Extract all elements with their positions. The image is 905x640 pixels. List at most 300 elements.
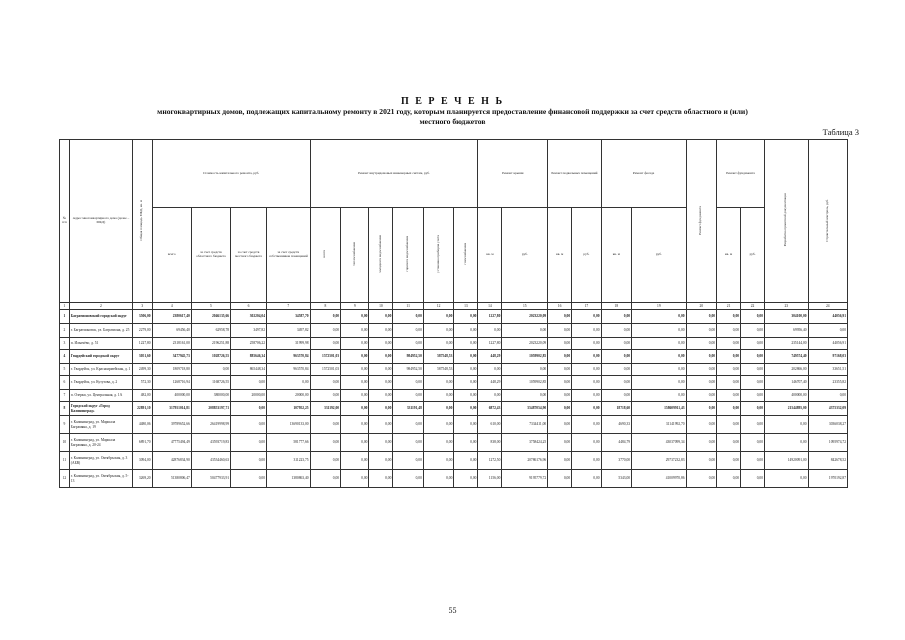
value-cell: 0,00	[741, 310, 765, 324]
header-roof-group: Ремонт крыши	[478, 140, 548, 208]
value-cell: 0,00	[454, 470, 478, 488]
value-cell: 18718,60	[601, 402, 632, 416]
value-cell: 1028726,55	[191, 350, 230, 364]
value-cell: 581777,66	[267, 434, 311, 452]
value-cell: 0,00	[423, 338, 454, 350]
value-cell: 0,00	[808, 324, 847, 338]
value-cell: 0,00	[686, 452, 717, 470]
value-cell: 0,00	[341, 452, 369, 470]
value-cell: 0,00	[369, 416, 393, 434]
column-index-cell: 24	[808, 303, 847, 310]
value-cell: 0,00	[717, 350, 741, 364]
header-basement-sqm: кв. м	[548, 208, 572, 303]
value-cell: 0,00	[601, 390, 632, 402]
value-cell: 0,00	[369, 402, 393, 416]
value-cell: 6891,70	[133, 434, 153, 452]
value-cell: 0,00	[686, 324, 717, 338]
value-cell: 0,00	[717, 452, 741, 470]
header-control: Строительный контроль, руб.	[808, 140, 847, 303]
value-cell: 0,00	[741, 452, 765, 470]
value-cell: 39789652,66	[152, 416, 191, 434]
value-cell: 0,00	[686, 310, 717, 324]
header-cost-total: всего	[152, 208, 191, 303]
value-cell: 610,00	[478, 416, 502, 434]
value-cell: 380000,00	[191, 390, 230, 402]
value-cell: 44056,91	[808, 310, 847, 324]
address-cell: Гвардейский городской округ	[69, 350, 132, 364]
row-number-cell: 7	[60, 390, 70, 402]
address-cell: г. Гвардейск, ул. Кутузова, д. 2	[69, 376, 132, 390]
value-cell: 0,00	[341, 350, 369, 364]
value-cell: 0,00	[454, 434, 478, 452]
value-cell: 0,00	[310, 452, 341, 470]
value-cell: 0,00	[231, 376, 267, 390]
header-eng-total: всего	[310, 208, 341, 303]
value-cell: 0,00	[423, 390, 454, 402]
value-cell: 33651,51	[808, 364, 847, 376]
value-cell: 0,00	[478, 364, 502, 376]
value-cell: 43593719,83	[191, 434, 230, 452]
value-cell: 0,00	[741, 416, 765, 434]
value-cell: 0,00	[572, 324, 601, 338]
column-index-cell: 23	[765, 303, 809, 310]
value-cell: 21544895,00	[765, 402, 809, 416]
value-cell: 0,00	[341, 470, 369, 488]
row-number-cell: 8	[60, 402, 70, 416]
value-cell: 0,00	[423, 452, 454, 470]
value-cell: 0,00	[548, 338, 572, 350]
value-cell: 0,00	[548, 390, 572, 402]
value-cell: 2318161,00	[152, 338, 191, 350]
value-cell: 0,00	[369, 338, 393, 350]
value-cell: 0,00	[741, 350, 765, 364]
column-index-cell: 9	[341, 303, 369, 310]
column-index-cell: 11	[393, 303, 424, 310]
column-index-cell: 20	[686, 303, 717, 310]
value-cell: 0,00	[741, 324, 765, 338]
header-cost-regional: за счет средств областного бюджета	[191, 208, 230, 303]
value-cell: 0,00	[572, 390, 601, 402]
value-cell: 0,00	[310, 434, 341, 452]
value-cell: 1227,80	[478, 310, 502, 324]
header-num: № п/п	[60, 140, 70, 303]
value-cell: 2196251,88	[191, 338, 230, 350]
value-cell: 0,00	[310, 416, 341, 434]
value-cell: 0,00	[601, 376, 632, 390]
value-cell: 2499,30	[133, 364, 153, 376]
value-cell: 0,00	[632, 350, 687, 364]
header-basement-group: Ремонт подвальных помещений	[548, 140, 601, 208]
value-cell: 0,00	[717, 376, 741, 390]
value-cell: 1572501,03	[310, 364, 341, 376]
table-row	[60, 338, 848, 350]
row-number-cell: 11	[60, 452, 70, 470]
row-number-cell: 9	[60, 416, 70, 434]
header-roof-sqm: кв. м	[478, 208, 502, 303]
column-index-cell: 22	[741, 303, 765, 310]
value-cell: 4480,06	[133, 416, 153, 434]
value-cell: 0,00	[341, 324, 369, 338]
table-row	[60, 310, 848, 324]
value-cell: 0,00	[741, 338, 765, 350]
value-cell: 587548,53	[423, 364, 454, 376]
value-cell: 0,00	[231, 402, 267, 416]
value-cell: 0,00	[572, 350, 601, 364]
row-number-cell: 10	[60, 434, 70, 452]
value-cell: 146707,40	[765, 376, 809, 390]
column-index-cell: 2	[69, 303, 132, 310]
value-cell: 0,00	[502, 364, 548, 376]
value-cell: 1059902,85	[502, 376, 548, 390]
value-cell: 0,00	[423, 402, 454, 416]
value-cell: 0,00	[686, 434, 717, 452]
address-cell: г. Гвардейск, ул. Красноармейская, д. 1	[69, 364, 132, 376]
row-number-cell: 6	[60, 376, 70, 390]
value-cell: 2279,00	[133, 324, 153, 338]
value-cell: 838,00	[478, 434, 502, 452]
column-index-cell: 3	[133, 303, 153, 310]
column-index-cell: 13	[454, 303, 478, 310]
value-cell: 0,00	[548, 376, 572, 390]
value-cell: 3506,00	[133, 310, 153, 324]
value-cell: 26419998,99	[191, 416, 230, 434]
value-cell: 55487054,90	[502, 402, 548, 416]
address-cell: г. Калининград, ул. Маршала Баграмяна, д. 19	[69, 416, 132, 434]
value-cell: 3477945,73	[152, 350, 191, 364]
value-cell: 0,00	[741, 470, 765, 488]
value-cell: 9195779,72	[502, 470, 548, 488]
value-cell: 0,00	[765, 434, 809, 452]
value-cell: 2023220,09	[502, 338, 548, 350]
value-cell: 0,00	[454, 376, 478, 390]
value-cell: 1227,80	[133, 338, 153, 350]
column-index-cell: 19	[632, 303, 687, 310]
value-cell: 0,00	[369, 324, 393, 338]
value-cell: 0,00	[548, 402, 572, 416]
row-number-cell: 4	[60, 350, 70, 364]
value-cell: 1095974,72	[808, 434, 847, 452]
address-cell: п. Ильичёво, д. 51	[69, 338, 132, 350]
value-cell: 1227,80	[478, 338, 502, 350]
value-cell: 0,00	[717, 364, 741, 376]
value-cell: 22891,10	[133, 402, 153, 416]
value-cell: 0,00	[454, 452, 478, 470]
value-cell: 400000,00	[765, 390, 809, 402]
value-cell: 0,00	[423, 434, 454, 452]
value-cell: 0,00	[632, 324, 687, 338]
table-row	[60, 452, 848, 470]
value-cell: 0,00	[454, 416, 478, 434]
value-cell: 0,00	[393, 310, 424, 324]
value-cell: 400000,00	[152, 390, 191, 402]
header-foundation: Ремонт фундамента	[686, 140, 717, 303]
header-design: Разработка проектной документации	[765, 140, 809, 303]
column-index-cell: 16	[548, 303, 572, 310]
value-cell: 984952,50	[393, 364, 424, 376]
value-cell: 0,00	[369, 470, 393, 488]
value-cell: 0,00	[231, 452, 267, 470]
value-cell: 0,00	[454, 310, 478, 324]
value-cell: 13690133,00	[267, 416, 311, 434]
value-cell: 235144,00	[765, 338, 809, 350]
value-cell: 1380863,40	[267, 470, 311, 488]
table-row	[60, 390, 848, 402]
value-cell: 0,00	[601, 350, 632, 364]
value-cell: 448,29	[478, 376, 502, 390]
value-cell: 304100,00	[765, 310, 809, 324]
value-cell: 0,00	[548, 310, 572, 324]
value-cell: 2380617,40	[152, 310, 191, 324]
value-cell: 0,00	[369, 364, 393, 376]
value-cell: 0,00	[423, 376, 454, 390]
row-number-cell: 1	[60, 310, 70, 324]
value-cell: 0,00	[369, 310, 393, 324]
value-cell: 1809718,80	[152, 364, 191, 376]
value-cell: 963570,84	[267, 350, 311, 364]
header-roof-rub: руб.	[502, 208, 548, 303]
value-cell: 0,00	[310, 390, 341, 402]
value-cell: 0,00	[393, 338, 424, 350]
header-found-rub: руб.	[741, 208, 765, 303]
table-row	[60, 416, 848, 434]
value-cell: 0,00	[369, 452, 393, 470]
value-cell: 62958,78	[191, 324, 230, 338]
value-cell: 0,00	[231, 416, 267, 434]
value-cell: 0,00	[572, 470, 601, 488]
value-cell: 0,00	[393, 434, 424, 452]
value-cell: 1059902,85	[502, 350, 548, 364]
value-cell: 0,00	[741, 376, 765, 390]
header-found-sqm: кв. м	[717, 208, 741, 303]
value-cell: 69456,40	[152, 324, 191, 338]
column-index-cell: 17	[572, 303, 601, 310]
value-cell: 0,00	[393, 416, 424, 434]
address-cell: Багратионовский городской округ	[69, 310, 132, 324]
repair-list-table	[59, 139, 848, 488]
value-cell: 0,00	[341, 376, 369, 390]
value-cell: 0,00	[717, 390, 741, 402]
value-cell: 0,00	[548, 416, 572, 434]
header-eng-heat: теплоснабжения	[341, 208, 369, 303]
column-index-cell: 7	[267, 303, 311, 310]
value-cell: 0,00	[717, 470, 741, 488]
value-cell: 34587,70	[267, 310, 311, 324]
value-cell: 0,00	[572, 310, 601, 324]
header-eng-gas: газоснабжения	[454, 208, 478, 303]
address-cell: Городской округ «Город Калининград»	[69, 402, 132, 416]
value-cell: 1272,50	[478, 452, 502, 470]
column-index-cell: 15	[502, 303, 548, 310]
value-cell: 0,00	[369, 434, 393, 452]
value-cell: 3758424,25	[502, 434, 548, 452]
value-cell: 0,00	[341, 338, 369, 350]
value-cell: 0,00	[310, 376, 341, 390]
value-cell: 0,00	[310, 338, 341, 350]
value-cell: 0,00	[686, 376, 717, 390]
value-cell: 311223,75	[267, 452, 311, 470]
value-cell: 0,00	[267, 376, 311, 390]
value-cell: 0,00	[686, 338, 717, 350]
page-number: 55	[448, 606, 457, 615]
value-cell: 3770,00	[601, 452, 632, 470]
header-engineering-group: Ремонт внутридомовых инженерных систем, руб.	[310, 140, 478, 208]
value-cell: 885646,34	[231, 350, 267, 364]
value-cell: 0,00	[632, 376, 687, 390]
value-cell: 31141992,70	[632, 416, 687, 434]
value-cell: 3094,00	[133, 452, 153, 470]
document-subtitle-line2: местного бюджетов	[419, 117, 486, 126]
table-row	[60, 376, 848, 390]
row-number-cell: 2	[60, 324, 70, 338]
value-cell: 0,00	[478, 324, 502, 338]
value-cell: 0,00	[572, 452, 601, 470]
value-cell: 1168726,55	[191, 376, 230, 390]
value-cell: 97168,03	[808, 350, 847, 364]
column-index-cell: 12	[423, 303, 454, 310]
value-cell: 0,00	[454, 390, 478, 402]
value-cell: 0,00	[572, 416, 601, 434]
value-cell: 0,00	[393, 470, 424, 488]
value-cell: 0,00	[601, 310, 632, 324]
column-index-cell: 5	[191, 303, 230, 310]
value-cell: 0,00	[191, 364, 230, 376]
value-cell: 572,30	[133, 376, 153, 390]
value-cell: 0,00	[369, 390, 393, 402]
value-cell: 51380806,47	[152, 470, 191, 488]
value-cell: 587548,53	[423, 350, 454, 364]
value-cell: 0,00	[686, 364, 717, 376]
value-cell: 20000,00	[231, 390, 267, 402]
column-index-cell: 21	[717, 303, 741, 310]
value-cell: 0,00	[341, 364, 369, 376]
value-cell: 0,00	[341, 402, 369, 416]
row-number-cell: 12	[60, 470, 70, 488]
value-cell: 0,00	[454, 338, 478, 350]
header-cost-group: Стоимость капитального ремонта, руб.	[152, 140, 310, 208]
value-cell: 0,00	[765, 470, 809, 488]
value-cell: 0,00	[548, 470, 572, 488]
value-cell: 984952,50	[393, 350, 424, 364]
header-cost-owners: за счет средств собственников помещений	[267, 208, 311, 303]
value-cell: 0,00	[572, 376, 601, 390]
value-cell: 0,00	[310, 324, 341, 338]
value-cell: 202866,00	[765, 364, 809, 376]
value-cell: 482,00	[133, 390, 153, 402]
value-cell: 3497,82	[231, 324, 267, 338]
value-cell: 0,00	[717, 402, 741, 416]
value-cell: 0,00	[632, 390, 687, 402]
value-cell: 0,00	[502, 390, 548, 402]
value-cell: 0,00	[310, 470, 341, 488]
value-cell: 963570,84	[267, 364, 311, 376]
value-cell: 0,00	[601, 338, 632, 350]
document-subtitle-line1: многоквартирных домов, подлежащих капитальному ремонту в 2021 году, которым планируется предоставление финансовой поддержки за счет средств областного и (или)	[157, 107, 748, 116]
value-cell: 47775494,49	[152, 434, 191, 452]
value-cell: 4484,79	[601, 434, 632, 452]
value-cell: 0,00	[454, 324, 478, 338]
value-cell: 0,00	[369, 350, 393, 364]
value-cell: 0,00	[717, 338, 741, 350]
value-cell: 0,00	[341, 434, 369, 452]
column-index-cell: 6	[231, 303, 267, 310]
value-cell: 0,00	[231, 434, 267, 452]
column-index-row	[60, 303, 848, 310]
header-basement-rub: руб.	[572, 208, 601, 303]
value-cell: 0,00	[686, 416, 717, 434]
value-cell: 69956,40	[765, 324, 809, 338]
value-cell: 749574,40	[765, 350, 809, 364]
value-cell: 0,00	[310, 310, 341, 324]
value-cell: 29737232,83	[632, 452, 687, 470]
value-cell: 7334411,00	[502, 416, 548, 434]
value-cell: 0,00	[717, 434, 741, 452]
value-cell: 0,00	[808, 390, 847, 402]
value-cell: 2023220,09	[502, 310, 548, 324]
value-cell: 842678,52	[808, 452, 847, 470]
document-title: П Е Р Е Ч Е Н Ь	[400, 96, 505, 107]
value-cell: 3269,20	[133, 470, 153, 488]
value-cell: 6872,43	[478, 402, 502, 416]
header-cost-local: за счет средств местного бюджета	[231, 208, 267, 303]
header-eng-meters: установка приборов учета	[423, 208, 454, 303]
value-cell: 317951014,81	[152, 402, 191, 416]
value-cell: 0,00	[478, 390, 502, 402]
value-cell: 0,00	[686, 402, 717, 416]
value-cell: 1572501,03	[310, 350, 341, 364]
value-cell: 1970192,87	[808, 470, 847, 488]
value-cell: 0,00	[548, 452, 572, 470]
value-cell: 0,00	[741, 434, 765, 452]
value-cell: 0,00	[231, 470, 267, 488]
header-found-group: Ремонт фундамента	[717, 140, 765, 208]
value-cell: 331191,48	[393, 402, 424, 416]
address-cell: г. Калининград, ул. Октябрьская, д. 5-13	[69, 470, 132, 488]
value-cell: 331192,00	[310, 402, 341, 416]
value-cell: 3497,82	[267, 324, 311, 338]
value-cell: 44056,91	[808, 338, 847, 350]
value-cell: 0,00	[717, 416, 741, 434]
header-area: Общая площадь МКД, кв. м	[133, 140, 153, 303]
address-cell: г. Багратионовск, ул. Багратиона, д. 25	[69, 324, 132, 338]
value-cell: 2046135,66	[191, 310, 230, 324]
header-facade-group: Ремонт фасада	[601, 140, 686, 208]
header-facade-sqm: кв. м	[601, 208, 632, 303]
value-cell: 0,00	[686, 350, 717, 364]
table-row	[60, 324, 848, 338]
header-eng-hot: горячего водоснабжения	[393, 208, 424, 303]
value-cell: 0,00	[572, 338, 601, 350]
value-cell: 0,00	[632, 338, 687, 350]
value-cell: 42876834,90	[152, 452, 191, 470]
value-cell: 20786176,96	[502, 452, 548, 470]
value-cell: 0,00	[454, 364, 478, 376]
value-cell: 0,00	[686, 390, 717, 402]
value-cell: 0,00	[741, 402, 765, 416]
value-cell: 0,00	[393, 452, 424, 470]
value-cell: 3036038,27	[808, 416, 847, 434]
value-cell: 0,00	[601, 324, 632, 338]
value-cell: 208853197,71	[191, 402, 230, 416]
value-cell: 0,00	[548, 364, 572, 376]
column-index-cell: 18	[601, 303, 632, 310]
row-number-cell: 3	[60, 338, 70, 350]
header-eng-cold: холодного водоснабжения	[369, 208, 393, 303]
value-cell: 41009970,86	[632, 470, 687, 488]
table-row	[60, 470, 848, 488]
header-facade-rub: руб.	[632, 208, 687, 303]
value-cell: 302204,04	[231, 310, 267, 324]
value-cell: 0,00	[548, 434, 572, 452]
